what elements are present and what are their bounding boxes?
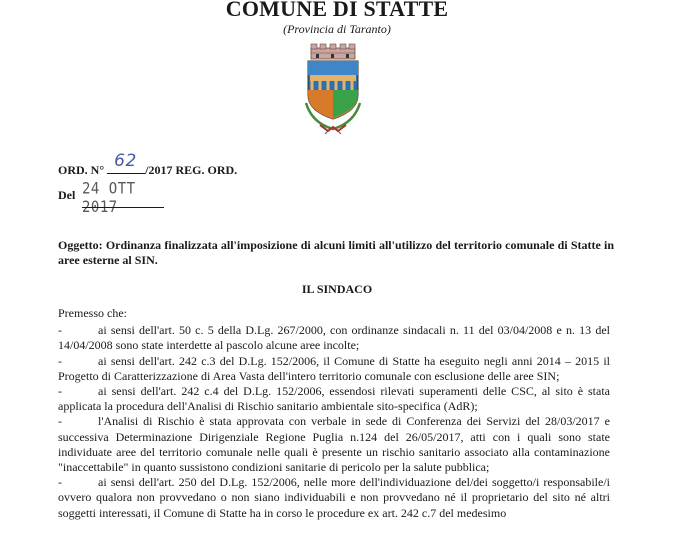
date-stamp: 24 OTT 2017 bbox=[82, 179, 136, 217]
crown-shape bbox=[311, 44, 355, 59]
province-subtitle: (Provincia di Taranto) bbox=[283, 22, 391, 36]
list-dash: - bbox=[58, 414, 62, 429]
list-item-text: ai sensi dell'art. 250 del D.Lg. 152/2006, nelle more dell'individuazione del/dei soggetto/i responsabile/i ovvero qualora non provvedano o non siano individuabili e non provvedano né il proprietario del sito né altri soggetti interessati, il Comune di Statte ha in corso le procedure ex art. 242 c.7 del medesimo bbox=[58, 475, 610, 520]
date-label: Del bbox=[58, 188, 76, 202]
ord-prefix: ORD. N° bbox=[58, 163, 105, 177]
date-underline bbox=[82, 207, 164, 208]
coat-of-arms-icon bbox=[298, 43, 368, 135]
list-item bbox=[58, 323, 610, 353]
list-item-text: l'Analisi di Rischio è stata approvata con verbale in sede di Conferenza dei Servizi del 28/03/2017 e successiva Determinazione Dirigenziale Regione Puglia n.124 del 26/05/2017, atti con i quali sono state individuate aree del territorio comunale nelle quali è presente un rischio sanitario associato alla contaminazione "inaccettabile" in quanto sussistono condizioni sanitarie di pericolo per la salute pubblica; bbox=[58, 414, 610, 475]
subject-text: Ordinanza finalizzata all'imposizione di alcuni limiti all'utilizzo del territorio comunale di Statte in aree esterne al SIN. bbox=[58, 238, 615, 267]
list-item bbox=[58, 414, 610, 475]
list-item bbox=[58, 354, 610, 384]
list-item bbox=[58, 384, 610, 414]
list-item-text: ai sensi dell'art. 242 c.3 del D.Lg. 152/2006, il Comune di Statte ha eseguito negli anni 2014 – 2015 il Progetto di Caratterizzazione di Area Vasta dell'intero territorio comunale con esclusione delle aree SIN; bbox=[58, 353, 610, 383]
intro-paragraph: Premesso che: bbox=[58, 306, 127, 320]
ord-number-handwritten: 62 bbox=[114, 151, 137, 171]
list-item bbox=[58, 475, 610, 521]
list-item-text: ai sensi dell'art. 242 c.4 del D.Lg. 152/2006, essendosi rilevati superamenti delle CSC, al sito è stata applicata la procedura dell'Analisi di Rischio sanitario ambientale sito-specifica (AdR); bbox=[58, 384, 610, 414]
subject-block bbox=[58, 238, 614, 268]
document-body bbox=[58, 306, 610, 521]
section-heading: IL SINDACO bbox=[301, 282, 373, 296]
ord-suffix: /2017 REG. ORD. bbox=[145, 163, 238, 177]
list-dash: - bbox=[58, 475, 62, 490]
list-dash: - bbox=[58, 384, 62, 399]
list-dash: - bbox=[58, 323, 62, 338]
ordinance-number-line bbox=[58, 151, 238, 178]
list-dash: - bbox=[58, 353, 62, 368]
list-item-text: ai sensi dell'art. 50 c. 5 della D.Lg. 267/2000, con ordinanze sindacali n. 11 del 03/04/2008 e n. 13 del 14/04/2008 sono state interdette al pascolo alcune aree incolte; bbox=[58, 323, 610, 353]
ord-number-field bbox=[107, 151, 145, 174]
municipality-title: COMUNE DI STATTE bbox=[225, 0, 449, 21]
subject-label: Oggetto: bbox=[58, 238, 103, 252]
